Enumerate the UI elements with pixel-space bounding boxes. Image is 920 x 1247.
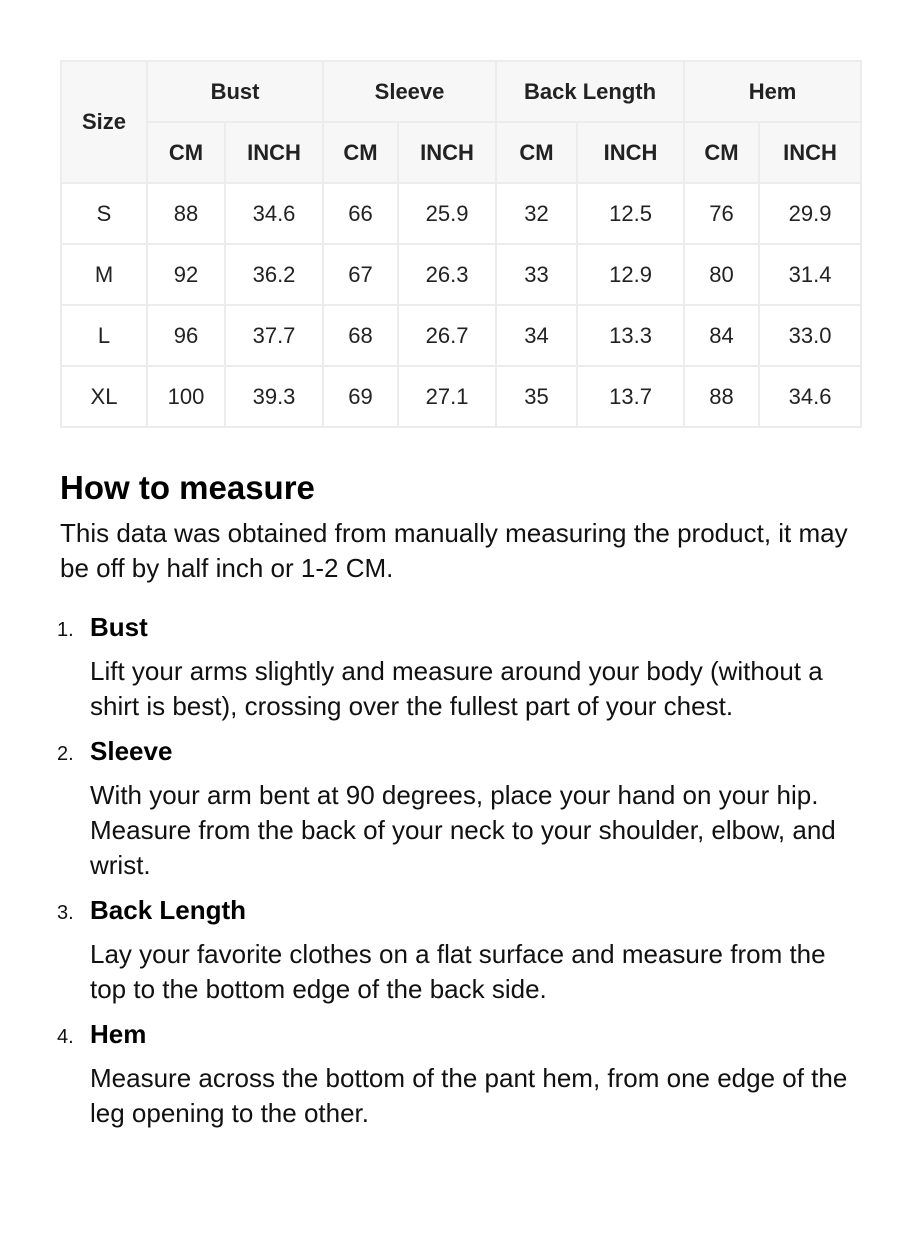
how-to-measure-title: How to measure	[60, 469, 315, 506]
hem-column-header: Hem	[684, 61, 861, 122]
table-cell: 35	[496, 366, 577, 427]
step-description: Lay your favorite clothes on a flat surface and measure from the top to the bottom edge of the back side.	[90, 939, 826, 1004]
table-row	[61, 305, 861, 366]
step-description: Lift your arms slightly and measure around your body (without a shirt is best), crossing over the fullest part of your chest.	[90, 656, 823, 721]
sleeve-column-header: Sleeve	[323, 61, 496, 122]
table-cell: 31.4	[759, 244, 861, 305]
step-title: Back Length	[90, 895, 247, 925]
unit-header: CM	[684, 122, 759, 183]
table-cell: 37.7	[225, 305, 323, 366]
size-cell: L	[61, 305, 147, 366]
table-cell: 13.3	[577, 305, 684, 366]
list-item	[57, 610, 860, 724]
table-cell: 32	[496, 183, 577, 244]
unit-header: INCH	[577, 122, 684, 183]
table-cell: 29.9	[759, 183, 861, 244]
size-chart-table	[60, 60, 862, 428]
table-cell: 34.6	[759, 366, 861, 427]
table-cell: 26.3	[398, 244, 496, 305]
list-item	[57, 734, 860, 883]
measurement-disclaimer: This data was obtained from manually measuring the product, it may be off by half inch or 1-2 CM.	[60, 518, 848, 583]
table-cell: 27.1	[398, 366, 496, 427]
step-number: 4.	[57, 1026, 74, 1048]
list-item	[57, 893, 860, 1007]
step-description: With your arm bent at 90 degrees, place your hand on your hip. Measure from the back of your neck to your shoulder, elbow, and wrist.	[90, 780, 836, 880]
table-cell: 13.7	[577, 366, 684, 427]
table-cell: 88	[684, 366, 759, 427]
table-cell: 33.0	[759, 305, 861, 366]
table-cell: 12.9	[577, 244, 684, 305]
size-cell: M	[61, 244, 147, 305]
measurement-steps-list	[57, 610, 860, 1131]
table-row	[61, 366, 861, 427]
step-title: Sleeve	[90, 736, 173, 766]
table-cell: 34.6	[225, 183, 323, 244]
step-title: Hem	[90, 1019, 147, 1049]
unit-header: CM	[496, 122, 577, 183]
table-cell: 12.5	[577, 183, 684, 244]
size-column-header: Size	[61, 61, 147, 183]
size-cell: S	[61, 183, 147, 244]
table-cell: 100	[147, 366, 225, 427]
table-cell: 26.7	[398, 305, 496, 366]
unit-header: INCH	[225, 122, 323, 183]
table-cell: 33	[496, 244, 577, 305]
step-number: 2.	[57, 743, 74, 765]
table-cell: 67	[323, 244, 398, 305]
table-cell: 84	[684, 305, 759, 366]
step-number: 3.	[57, 902, 74, 924]
unit-header: INCH	[759, 122, 861, 183]
step-title: Bust	[90, 612, 148, 642]
table-cell: 96	[147, 305, 225, 366]
table-row	[61, 244, 861, 305]
table-cell: 92	[147, 244, 225, 305]
table-header-row	[61, 61, 861, 122]
table-cell: 80	[684, 244, 759, 305]
table-cell: 25.9	[398, 183, 496, 244]
list-item	[57, 1017, 860, 1131]
table-cell: 36.2	[225, 244, 323, 305]
unit-header: INCH	[398, 122, 496, 183]
size-guide	[57, 60, 860, 1141]
table-cell: 68	[323, 305, 398, 366]
table-cell: 39.3	[225, 366, 323, 427]
size-cell: XL	[61, 366, 147, 427]
unit-header: CM	[147, 122, 225, 183]
table-row	[61, 183, 861, 244]
table-cell: 34	[496, 305, 577, 366]
unit-header: CM	[323, 122, 398, 183]
table-cell: 66	[323, 183, 398, 244]
table-cell: 69	[323, 366, 398, 427]
step-description: Measure across the bottom of the pant hem, from one edge of the leg opening to the other.	[90, 1063, 848, 1128]
back-length-column-header: Back Length	[496, 61, 684, 122]
table-cell: 88	[147, 183, 225, 244]
bust-column-header: Bust	[147, 61, 323, 122]
step-number: 1.	[57, 619, 74, 641]
table-cell: 76	[684, 183, 759, 244]
table-unit-row	[61, 122, 861, 183]
